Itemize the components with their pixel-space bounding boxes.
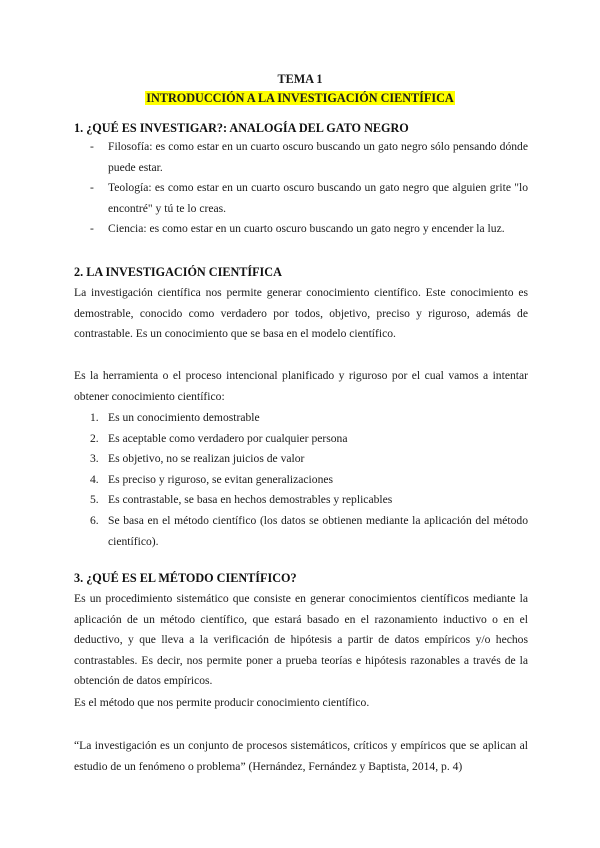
section-2-heading: 2. LA INVESTIGACIÓN CIENTÍFICA xyxy=(74,265,282,279)
section-3-heading: 3. ¿QUÉ ES EL MÉTODO CIENTÍFICO? xyxy=(74,571,297,585)
dash-marker: - xyxy=(90,140,94,153)
section-1-heading: 1. ¿QUÉ ES INVESTIGAR?: ANALOGÍA DEL GATO NEGRO xyxy=(74,121,409,135)
list-item xyxy=(90,408,528,429)
list-item-text: Es preciso y riguroso, se evitan generalizaciones xyxy=(108,472,334,486)
list-number: 4. xyxy=(90,472,99,486)
list-item-text: Es aceptable como verdadero por cualquier persona xyxy=(108,431,348,445)
list-item xyxy=(90,178,528,219)
section-3-paragraph-2: Es el método que nos permite producir conocimiento científico. xyxy=(74,696,370,709)
list-item xyxy=(90,470,528,491)
section-3-paragraph-1: Es un procedimiento sistemático que consiste en generar conocimientos científicos mediante la aplicación de un método científico, que estará basado en el razonamiento inductivo o en el deductivo, y que lleva a la verificación de hipótesis a partir de datos empíricos y/o hechos contrastables. Es decir, nos permite poner a prueba teorías e hipótesis razonables a través de la obtención de datos empíricos. xyxy=(74,592,528,688)
list-number: 1. xyxy=(90,411,99,424)
analogy-list xyxy=(90,137,528,240)
list-number: 2. xyxy=(90,431,99,445)
section-2-paragraph-1: La investigación científica nos permite generar conocimiento científico. Este conocimiento es demostrable, conocido como verdadero por todos, objetivo, preciso y riguroso, además de contrastable. Es un conocimiento que se basa en el modelo científico. xyxy=(74,286,528,341)
document-title xyxy=(0,89,600,108)
characteristics-list xyxy=(90,408,528,552)
dash-marker: - xyxy=(90,181,94,195)
highlighted-title: INTRODUCCIÓN A LA INVESTIGACIÓN CIENTÍFICA xyxy=(146,91,454,105)
list-item-text: Ciencia: es como estar en un cuarto oscuro buscando un gato negro y encender la luz. xyxy=(108,222,505,236)
list-item xyxy=(90,429,528,450)
list-item-text: Filosofía: es como estar en un cuarto oscuro buscando un gato negro sólo pensando dónde puede estar. xyxy=(108,140,528,174)
dash-marker: - xyxy=(90,222,94,236)
list-item xyxy=(90,219,528,240)
list-number: 5. xyxy=(90,493,99,507)
list-item xyxy=(90,490,528,511)
list-item-text: Es un conocimiento demostrable xyxy=(108,411,260,424)
title-block xyxy=(0,70,600,108)
section-2-paragraph-2: Es la herramienta o el proceso intencional planificado y riguroso por el cual vamos a intentar obtener conocimiento científico: xyxy=(74,369,528,403)
list-item-text: Es contrastable, se basa en hechos demostrables y replicables xyxy=(108,493,393,507)
citation-quote: “La investigación es un conjunto de procesos sistemáticos, críticos y empíricos que se aplican al estudio de un fenómeno o problema” (Hernández, Fernández y Baptista, 2014, p. 4) xyxy=(74,739,528,773)
list-item-text: Es objetivo, no se realizan juicios de valor xyxy=(108,452,305,466)
list-item xyxy=(90,449,528,470)
list-number: 6. xyxy=(90,513,99,527)
tema-label: TEMA 1 xyxy=(277,72,323,86)
list-item xyxy=(90,511,528,552)
list-item-text: Se basa en el método científico (los datos se obtienen mediante la aplicación del método científico). xyxy=(108,513,528,548)
list-item-text: Teología: es como estar en un cuarto oscuro buscando un gato negro que alguien grite "lo encontré" y tú te lo creas. xyxy=(108,181,528,215)
list-item xyxy=(90,137,528,178)
list-number: 3. xyxy=(90,452,99,466)
